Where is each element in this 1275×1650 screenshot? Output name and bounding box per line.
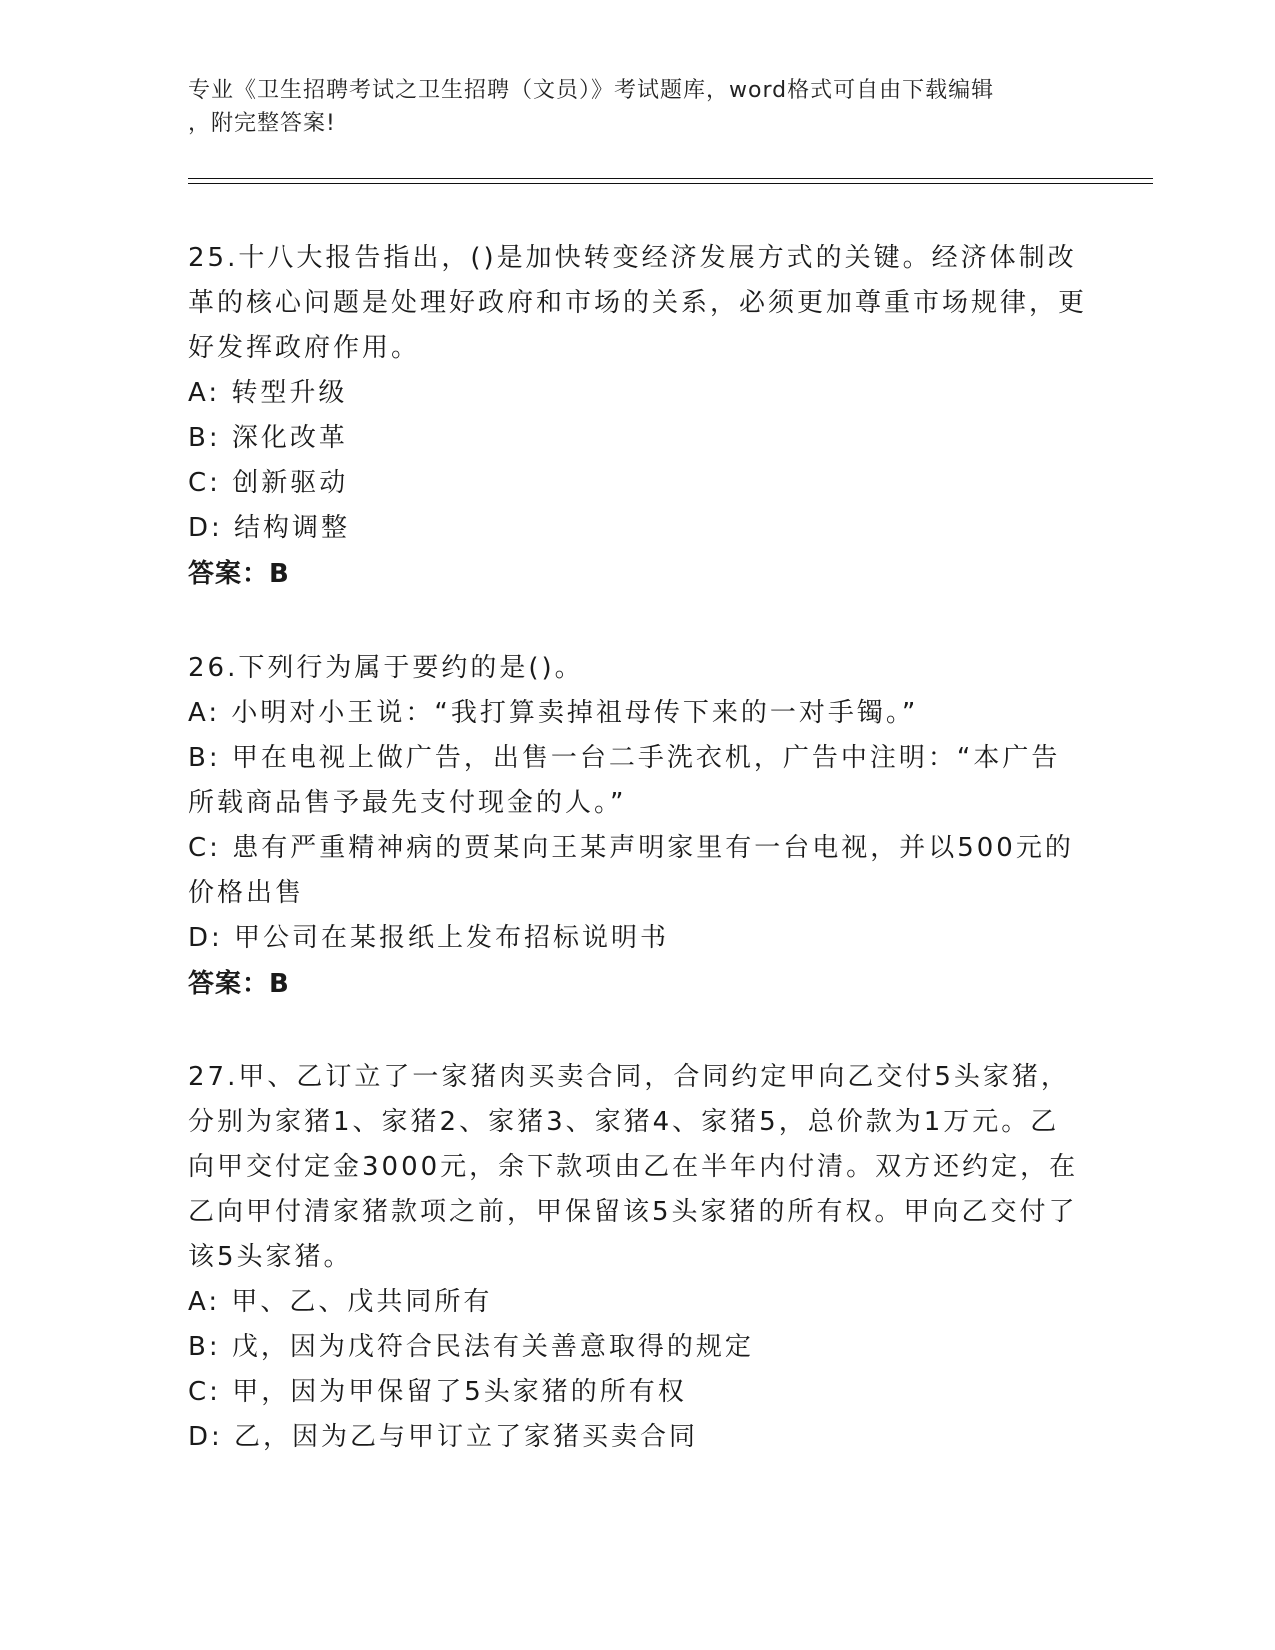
option-text: 小明对小王说：“我打算卖掉祖母传下来的一对手镯。” [231, 698, 919, 728]
option-text: 甲公司在某报纸上发布招标说明书 [234, 923, 670, 953]
option-c [188, 1370, 1088, 1415]
option-letter: B: [188, 423, 221, 453]
header-line-1: 专业《卫生招聘考试之卫生招聘（文员）》考试题库，word格式可自由下载编辑 [188, 78, 995, 103]
question-stem: 26.下列行为属于要约的是()。 [188, 653, 584, 683]
option-a [188, 691, 1088, 736]
option-d [188, 916, 1088, 961]
option-text: 患有严重精神病的贾某向王某声明家里有一台电视，并以500元的价格出售 [188, 833, 1074, 908]
option-c [188, 826, 1088, 916]
option-text: 转型升级 [231, 378, 348, 408]
option-text: 甲在电视上做广告，出售一台二手洗衣机，广告中注明：“本广告所载商品售予最先支付现金的人。” [188, 743, 1061, 818]
option-a [188, 371, 1088, 416]
option-text: 甲，因为甲保留了5头家猪的所有权 [232, 1377, 687, 1407]
question-27 [188, 1055, 1088, 1460]
option-letter: A: [188, 698, 221, 728]
option-d [188, 1415, 1088, 1460]
option-letter: A: [188, 1287, 221, 1317]
document-header [188, 74, 1068, 140]
question-26 [188, 646, 1088, 1007]
answer-label: 答案：B [188, 969, 290, 999]
option-text: 创新驱动 [232, 468, 349, 498]
option-letter: B: [188, 1332, 221, 1362]
option-letter: D: [188, 923, 223, 953]
answer-label: 答案：B [188, 559, 290, 589]
option-text: 深化改革 [231, 423, 348, 453]
option-letter: B: [188, 743, 221, 773]
option-letter: A: [188, 378, 221, 408]
option-text: 甲、乙、戊共同所有 [231, 1287, 493, 1317]
option-text: 结构调整 [234, 513, 351, 543]
question-stem: 27.甲、乙订立了一家猪肉买卖合同，合同约定甲向乙交付5头家猪，分别为家猪1、家猪2、家猪3、家猪4、家猪5，总价款为1万元。乙向甲交付定金3000元，余下款项由乙在半年内付清。双方还约定，在乙向甲付清家猪款项之前，甲保留该5头家猪的所有权。甲向乙交付了该5头家猪。 [188, 1062, 1079, 1272]
option-b [188, 736, 1088, 826]
option-letter: C: [188, 833, 221, 863]
question-stem: 25.十八大报告指出，()是加快转变经济发展方式的关键。经济体制改革的核心问题是处理好政府和市场的关系，必须更加尊重市场规律，更好发挥政府作用。 [188, 243, 1088, 363]
option-letter: D: [188, 513, 223, 543]
option-text: 乙，因为乙与甲订立了家猪买卖合同 [234, 1422, 699, 1452]
header-line-2: ，附完整答案! [188, 111, 336, 136]
option-a [188, 1280, 1088, 1325]
option-b [188, 1325, 1088, 1370]
option-d [188, 506, 1088, 551]
option-letter: C: [188, 468, 221, 498]
option-letter: D: [188, 1422, 223, 1452]
question-25 [188, 236, 1088, 597]
option-text: 戊，因为戊符合民法有关善意取得的规定 [231, 1332, 754, 1362]
option-c [188, 461, 1088, 506]
header-divider-bottom [188, 183, 1153, 184]
option-b [188, 416, 1088, 461]
option-letter: C: [188, 1377, 221, 1407]
header-divider-top [188, 178, 1153, 179]
